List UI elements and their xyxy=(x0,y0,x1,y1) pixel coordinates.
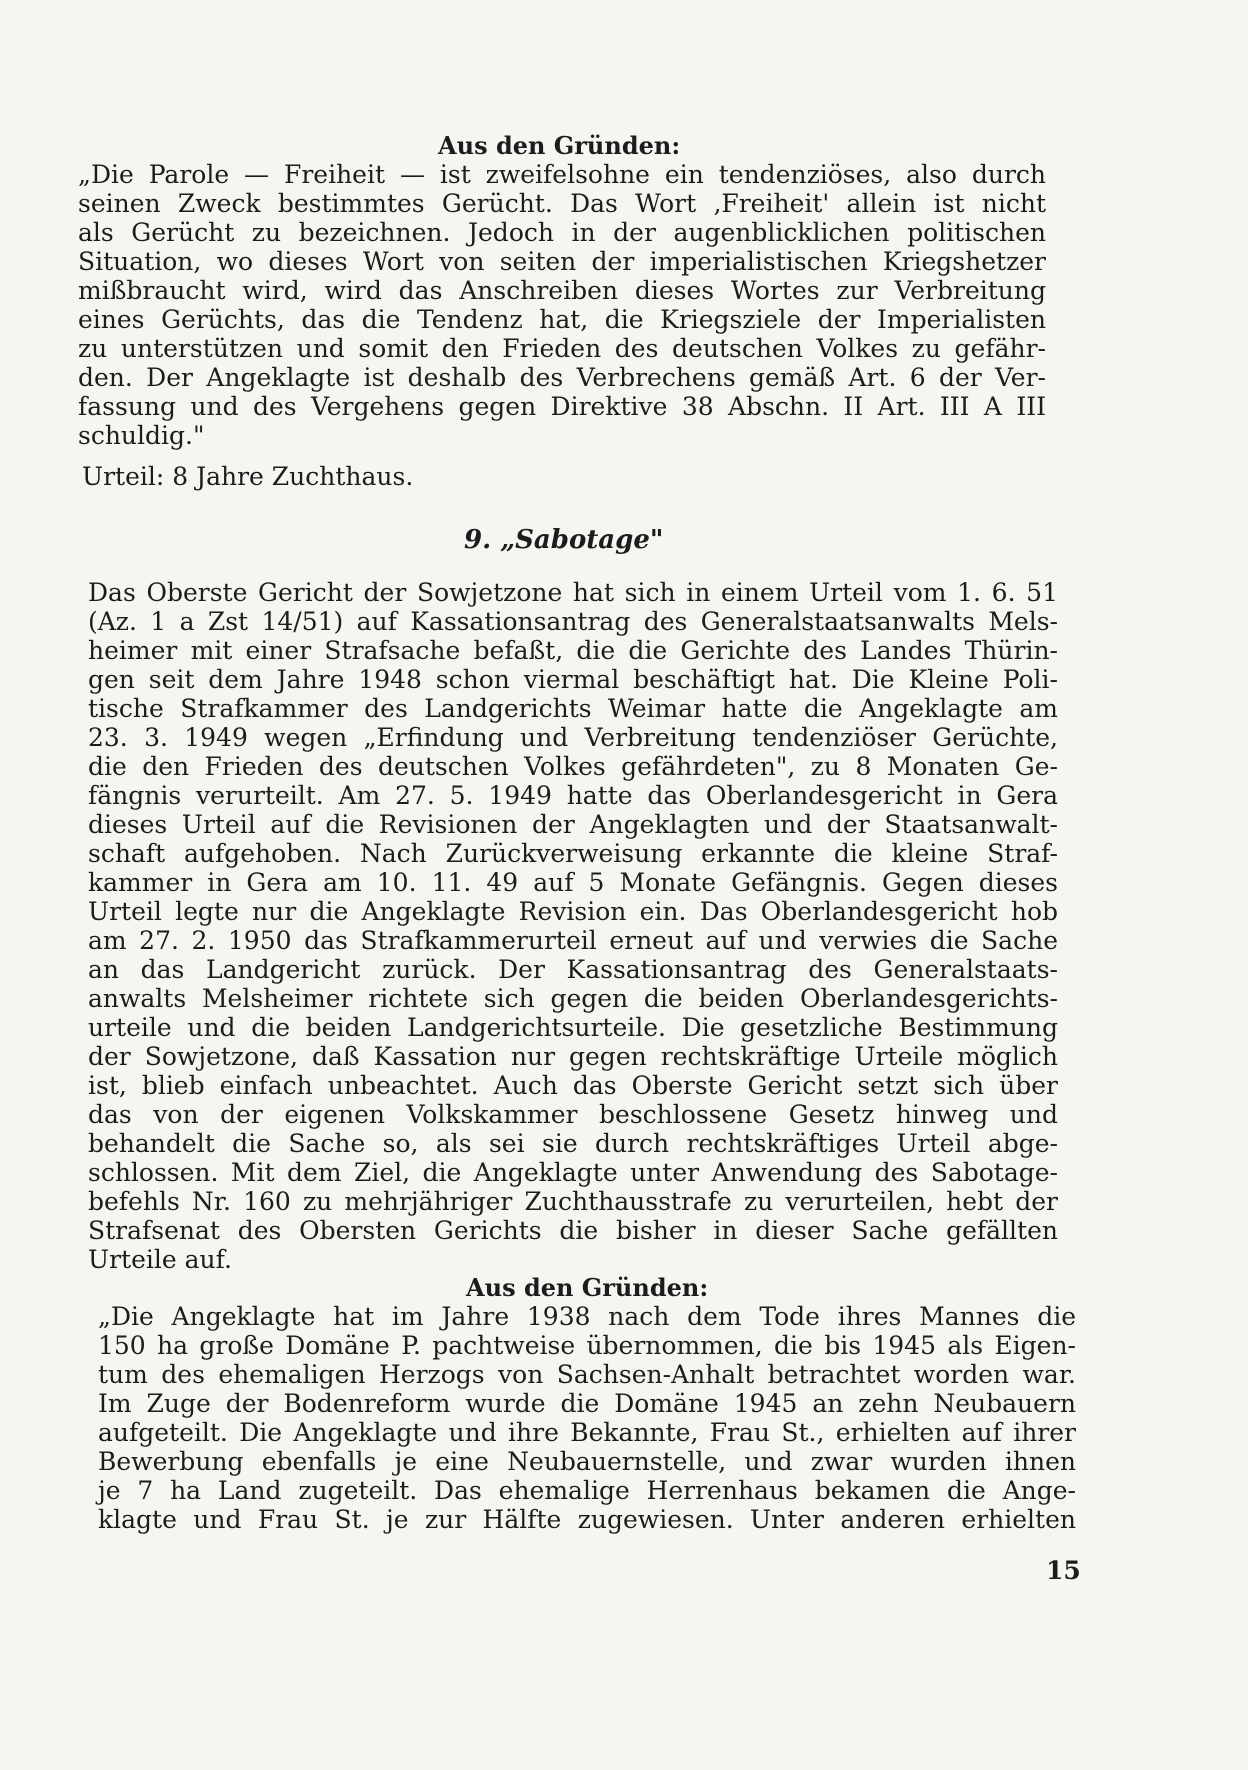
text-line: kammer in Gera am 10. 11. 49 auf 5 Monate Gefängnis. Gegen dieses xyxy=(88,868,1058,897)
text-line: dieses Urteil auf die Revisionen der Angeklagten und der Staatsanwalt- xyxy=(88,810,1058,839)
text-line: schlossen. Mit dem Ziel, die Angeklagte unter Anwendung des Sabotage- xyxy=(88,1158,1058,1187)
text-line: als Gerücht zu bezeichnen. Jedoch in der augenblicklichen politischen xyxy=(78,218,1046,247)
text-line: tum des ehemaligen Herzogs von Sachsen-Anhalt betrachtet worden war. xyxy=(98,1360,1076,1389)
text-line: ist, blieb einfach unbeachtet. Auch das Oberste Gericht setzt sich über xyxy=(88,1071,1058,1100)
text-line: eines Gerüchts, das die Tendenz hat, die Kriegsziele der Imperialisten xyxy=(78,305,1046,334)
section-heading-1: Aus den Gründen: xyxy=(438,131,681,160)
text-line: mißbraucht wird, wird das Anschreiben dieses Wortes zur Verbreitung xyxy=(78,276,1046,305)
text-line: Das Oberste Gericht der Sowjetzone hat sich in einem Urteil vom 1. 6. 51 xyxy=(88,578,1058,607)
text-line: an das Landgericht zurück. Der Kassationsantrag des Generalstaats- xyxy=(88,955,1058,984)
text-line: aufgeteilt. Die Angeklagte und ihre Bekannte, Frau St., erhielten auf ihrer xyxy=(98,1418,1076,1447)
text-line: heimer mit einer Strafsache befaßt, die die Gerichte des Landes Thürin- xyxy=(88,636,1058,665)
case-title: 9. „Sabotage" xyxy=(464,525,664,555)
text-line: seinen Zweck bestimmtes Gerücht. Das Wort ‚Freiheit' allein ist nicht xyxy=(78,189,1046,218)
page-number: 15 xyxy=(1046,1556,1081,1585)
quoted-reasons-block-1 xyxy=(78,160,1046,450)
text-line: das von der eigenen Volkskammer beschlossene Gesetz hinweg und xyxy=(88,1100,1058,1129)
text-line: klagte und Frau St. je zur Hälfte zugewiesen. Unter anderen erhielten xyxy=(98,1505,1076,1534)
text-line: behandelt die Sache so, als sei sie durch rechtskräftiges Urteil abge- xyxy=(88,1129,1058,1158)
text-line: Urteile auf. xyxy=(88,1245,232,1274)
text-line: die den Frieden des deutschen Volkes gefährdeten", zu 8 Monaten Ge- xyxy=(88,752,1058,781)
verdict-line: Urteil: 8 Jahre Zuchthaus. xyxy=(82,462,414,491)
text-line: der Sowjetzone, daß Kassation nur gegen rechtskräftige Urteile möglich xyxy=(88,1042,1058,1071)
text-line: urteile und die beiden Landgerichtsurteile. Die gesetzliche Bestimmung xyxy=(88,1013,1058,1042)
text-line: 150 ha große Domäne P. pachtweise übernommen, die bis 1945 als Eigen- xyxy=(98,1331,1076,1360)
text-line: gen seit dem Jahre 1948 schon viermal beschäftigt hat. Die Kleine Poli- xyxy=(88,665,1058,694)
section-heading-2: Aus den Gründen: xyxy=(466,1273,709,1302)
case-summary-paragraph xyxy=(88,578,1058,1274)
text-line: (Az. 1 a Zst 14/51) auf Kassationsantrag des Generalstaatsanwalts Mels- xyxy=(88,607,1058,636)
text-line: je 7 ha Land zugeteilt. Das ehemalige Herrenhaus bekamen die Ange- xyxy=(98,1476,1076,1505)
text-line: „Die Parole — Freiheit — ist zweifelsohne ein tendenziöses, also durch xyxy=(78,160,1046,189)
text-line: befehls Nr. 160 zu mehrjähriger Zuchthausstrafe zu verurteilen, hebt der xyxy=(88,1187,1058,1216)
text-line: am 27. 2. 1950 das Strafkammerurteil erneut auf und verwies die Sache xyxy=(88,926,1058,955)
text-line: schuldig." xyxy=(78,421,205,450)
text-line: 23. 3. 1949 wegen „Erfindung und Verbreitung tendenziöser Gerüchte, xyxy=(88,723,1058,752)
text-line: „Die Angeklagte hat im Jahre 1938 nach dem Tode ihres Mannes die xyxy=(98,1302,1076,1331)
text-line: anwalts Melsheimer richtete sich gegen die beiden Oberlandesgerichts- xyxy=(88,984,1058,1013)
text-line: Situation, wo dieses Wort von seiten der imperialistischen Kriegshetzer xyxy=(78,247,1046,276)
text-line: Strafsenat des Obersten Gerichts die bisher in dieser Sache gefällten xyxy=(88,1216,1058,1245)
text-line: Bewerbung ebenfalls je eine Neubauernstelle, und zwar wurden ihnen xyxy=(98,1447,1076,1476)
text-line: tische Strafkammer des Landgerichts Weimar hatte die Angeklagte am xyxy=(88,694,1058,723)
text-line: fängnis verurteilt. Am 27. 5. 1949 hatte das Oberlandesgericht in Gera xyxy=(88,781,1058,810)
text-line: Urteil legte nur die Angeklagte Revision ein. Das Oberlandesgericht hob xyxy=(88,897,1058,926)
text-line: Im Zuge der Bodenreform wurde die Domäne 1945 an zehn Neubauern xyxy=(98,1389,1076,1418)
text-line: zu unterstützen und somit den Frieden des deutschen Volkes zu gefähr- xyxy=(78,334,1046,363)
text-line: schaft aufgehoben. Nach Zurückverweisung erkannte die kleine Straf- xyxy=(88,839,1058,868)
text-line: fassung und des Vergehens gegen Direktive 38 Abschn. II Art. III A III xyxy=(78,392,1046,421)
quoted-reasons-block-2 xyxy=(98,1302,1076,1534)
text-line: den. Der Angeklagte ist deshalb des Verbrechens gemäß Art. 6 der Ver- xyxy=(78,363,1046,392)
